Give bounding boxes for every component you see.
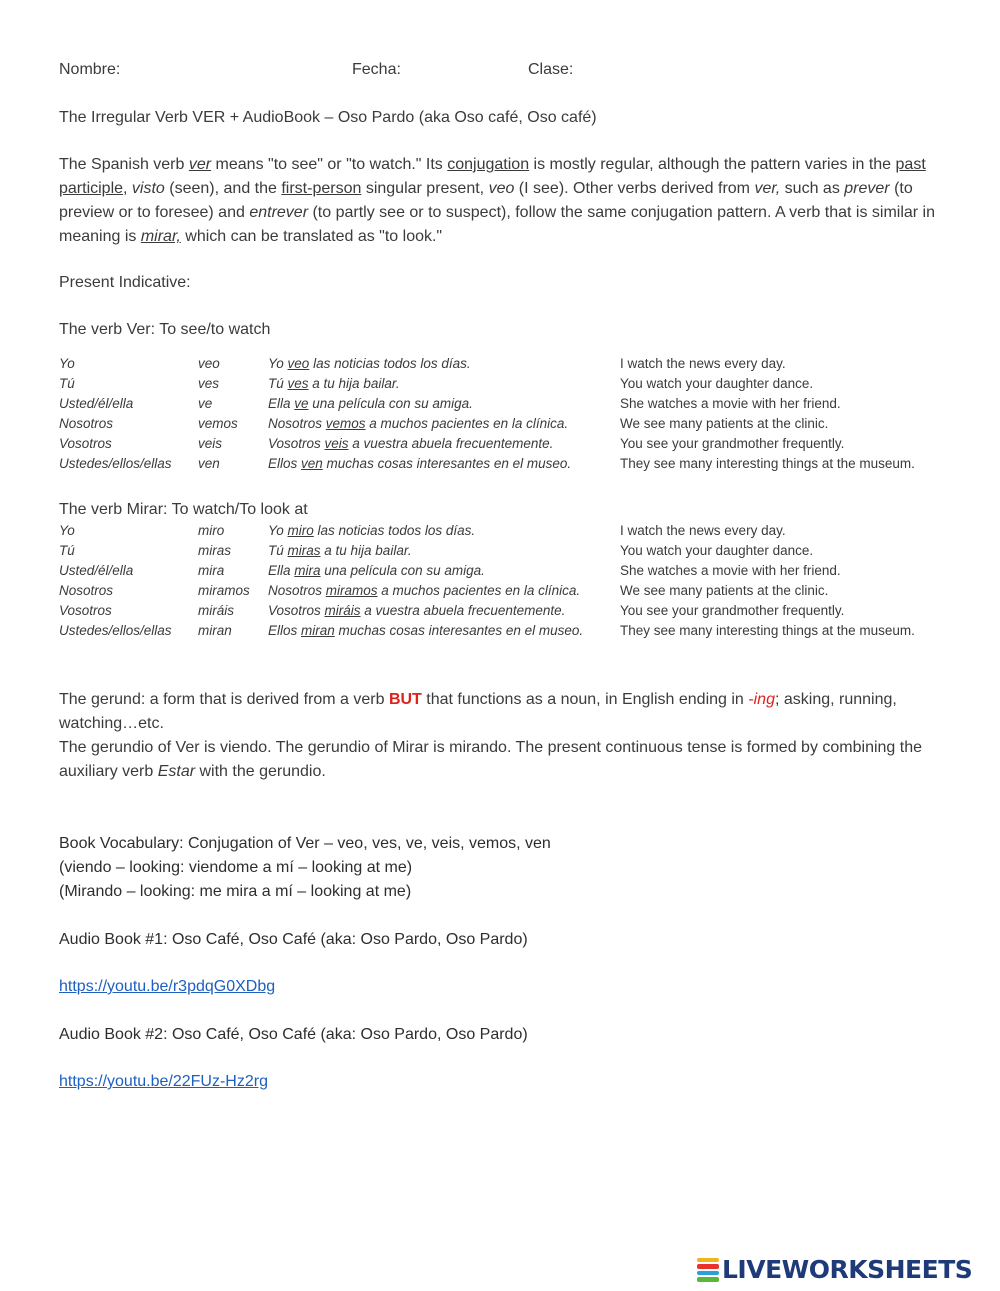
logo-text: LIVEWORKSHEETS	[722, 1255, 973, 1284]
ver-table-heading: The verb Ver: To see/to watch	[59, 321, 271, 338]
example-sentence-cell: Vosotros miráis a vuestra abuela frecuentemente.	[268, 603, 566, 618]
verb-form-cell: veo	[198, 356, 220, 371]
example-sentence-cell: Nosotros vemos a muchos pacientes en la clínica.	[268, 416, 569, 431]
audio-book-2-link[interactable]: https://youtu.be/22FUz-Hz2rg	[59, 1073, 268, 1090]
vocab-line-1: Book Vocabulary: Conjugation of Ver – veo, ves, ve, veis, vemos, ven	[59, 835, 551, 852]
verb-form-cell: miras	[198, 543, 231, 558]
example-sentence-cell: Ella ve una película con su amiga.	[268, 396, 473, 411]
verb-form-cell: miráis	[198, 603, 234, 618]
example-sentence-cell: Yo miro las noticias todos los días.	[268, 523, 476, 538]
mirar-table-heading: The verb Mirar: To watch/To look at	[59, 501, 308, 518]
verb-form-cell: miro	[198, 523, 225, 538]
example-sentence-cell: Ellos ven muchas cosas interesantes en el museo.	[268, 456, 572, 471]
verb-form-cell: mira	[198, 563, 225, 578]
page-title: The Irregular Verb VER + AudioBook – Oso Pardo (aka Oso café, Oso café)	[59, 109, 597, 126]
past-participle-link: past participle	[59, 156, 926, 197]
english-translation-cell: You see your grandmother frequently.	[620, 603, 845, 618]
verb-form-cell: miran	[198, 623, 232, 638]
verb-form-cell: ven	[198, 456, 220, 471]
nombre-label: Nombre:	[59, 61, 121, 78]
liveworksheets-logo	[697, 1255, 972, 1284]
vocab-line-3: (Mirando – looking: me mira a mí – looking at me)	[59, 883, 412, 900]
audio-book-2-label: Audio Book #2: Oso Café, Oso Café (aka: Oso Pardo, Oso Pardo)	[59, 1026, 528, 1043]
example-sentence-cell: Tú ves a tu hija bailar.	[268, 376, 400, 391]
pronoun-cell: Vosotros	[59, 436, 112, 451]
english-translation-cell: I watch the news every day.	[620, 356, 786, 371]
english-translation-cell: We see many patients at the clinic.	[620, 583, 829, 598]
english-translation-cell: We see many patients at the clinic.	[620, 416, 829, 431]
english-translation-cell: You watch your daughter dance.	[620, 376, 814, 391]
present-indicative-heading: Present Indicative:	[59, 274, 191, 291]
english-translation-cell: I watch the news every day.	[620, 523, 786, 538]
verb-form-cell: ves	[198, 376, 220, 391]
english-translation-cell: You see your grandmother frequently.	[620, 436, 845, 451]
pronoun-cell: Ustedes/ellos/ellas	[59, 456, 172, 471]
english-translation-cell: She watches a movie with her friend.	[620, 563, 841, 578]
logo-bar-2	[697, 1264, 719, 1269]
verb-form-cell: miramos	[198, 583, 250, 598]
vocab-line-2: (viendo – looking: viendome a mí – looking at me)	[59, 859, 413, 876]
pronoun-cell: Yo	[59, 356, 75, 371]
mirar-link: mirar,	[140, 228, 181, 245]
fecha-label: Fecha:	[352, 61, 401, 78]
audio-book-1-link[interactable]: https://youtu.be/r3pdqG0XDbg	[59, 978, 276, 995]
pronoun-cell: Yo	[59, 523, 75, 538]
english-translation-cell: She watches a movie with her friend.	[620, 396, 841, 411]
verb-form-cell: ve	[198, 396, 213, 411]
gerund-paragraph: The gerund: a form that is derived from a verb BUT that functions as a noun, in English ending in -ing; asking, running, watching…etc. The gerundio of Ver is viendo. The gerundio of Mirar is mirando. The present continuous tense is formed by combining the auxiliary verb Estar with the gerundio.	[59, 691, 922, 780]
example-sentence-cell: Vosotros veis a vuestra abuela frecuentemente.	[268, 436, 554, 451]
intro-paragraph: The Spanish verb ver means "to see" or "to watch." Its conjugation is mostly regular, although the pattern varies in the past participle, visto (seen), and the first-person singular present, veo (I see). Other verbs derived from ver, such as prever (to preview or to foresee) and entrever (to partly see or to suspect), follow the same conjugation pattern. A verb that is similar in meaning is mirar, which can be translated as "to look."	[59, 156, 935, 245]
pronoun-cell: Tú	[59, 376, 75, 391]
but-emphasis: BUT	[388, 691, 422, 708]
example-sentence-cell: Ellos miran muchas cosas interesantes en el museo.	[268, 623, 584, 638]
first-person-link: first-person	[281, 180, 362, 197]
pronoun-cell: Ustedes/ellos/ellas	[59, 623, 172, 638]
pronoun-cell: Nosotros	[59, 583, 114, 598]
verb-form-cell: vemos	[198, 416, 238, 431]
conjugation-link: conjugation	[447, 156, 530, 173]
pronoun-cell: Nosotros	[59, 416, 114, 431]
example-sentence-cell: Nosotros miramos a muchos pacientes en la clínica.	[268, 583, 581, 598]
verb-form-cell: veis	[198, 436, 223, 451]
pronoun-cell: Tú	[59, 543, 75, 558]
logo-bar-1	[697, 1258, 719, 1263]
pronoun-cell: Usted/él/ella	[59, 396, 134, 411]
example-sentence-cell: Tú miras a tu hija bailar.	[268, 543, 412, 558]
ver-link: ver	[188, 156, 212, 173]
pronoun-cell: Usted/él/ella	[59, 563, 134, 578]
ing-emphasis: -ing	[748, 691, 775, 708]
example-sentence-cell: Ella mira una película con su amiga.	[268, 563, 485, 578]
english-translation-cell: They see many interesting things at the museum.	[620, 623, 915, 638]
pronoun-cell: Vosotros	[59, 603, 112, 618]
english-translation-cell: They see many interesting things at the museum.	[620, 456, 915, 471]
audio-book-1-label: Audio Book #1: Oso Café, Oso Café (aka: Oso Pardo, Oso Pardo)	[59, 931, 528, 948]
liveworksheets-logo-icon	[697, 1257, 719, 1283]
logo-bar-3	[697, 1271, 719, 1276]
english-translation-cell: You watch your daughter dance.	[620, 543, 814, 558]
example-sentence-cell: Yo veo las noticias todos los días.	[268, 356, 471, 371]
logo-bar-4	[697, 1277, 719, 1282]
clase-label: Clase:	[528, 61, 574, 78]
